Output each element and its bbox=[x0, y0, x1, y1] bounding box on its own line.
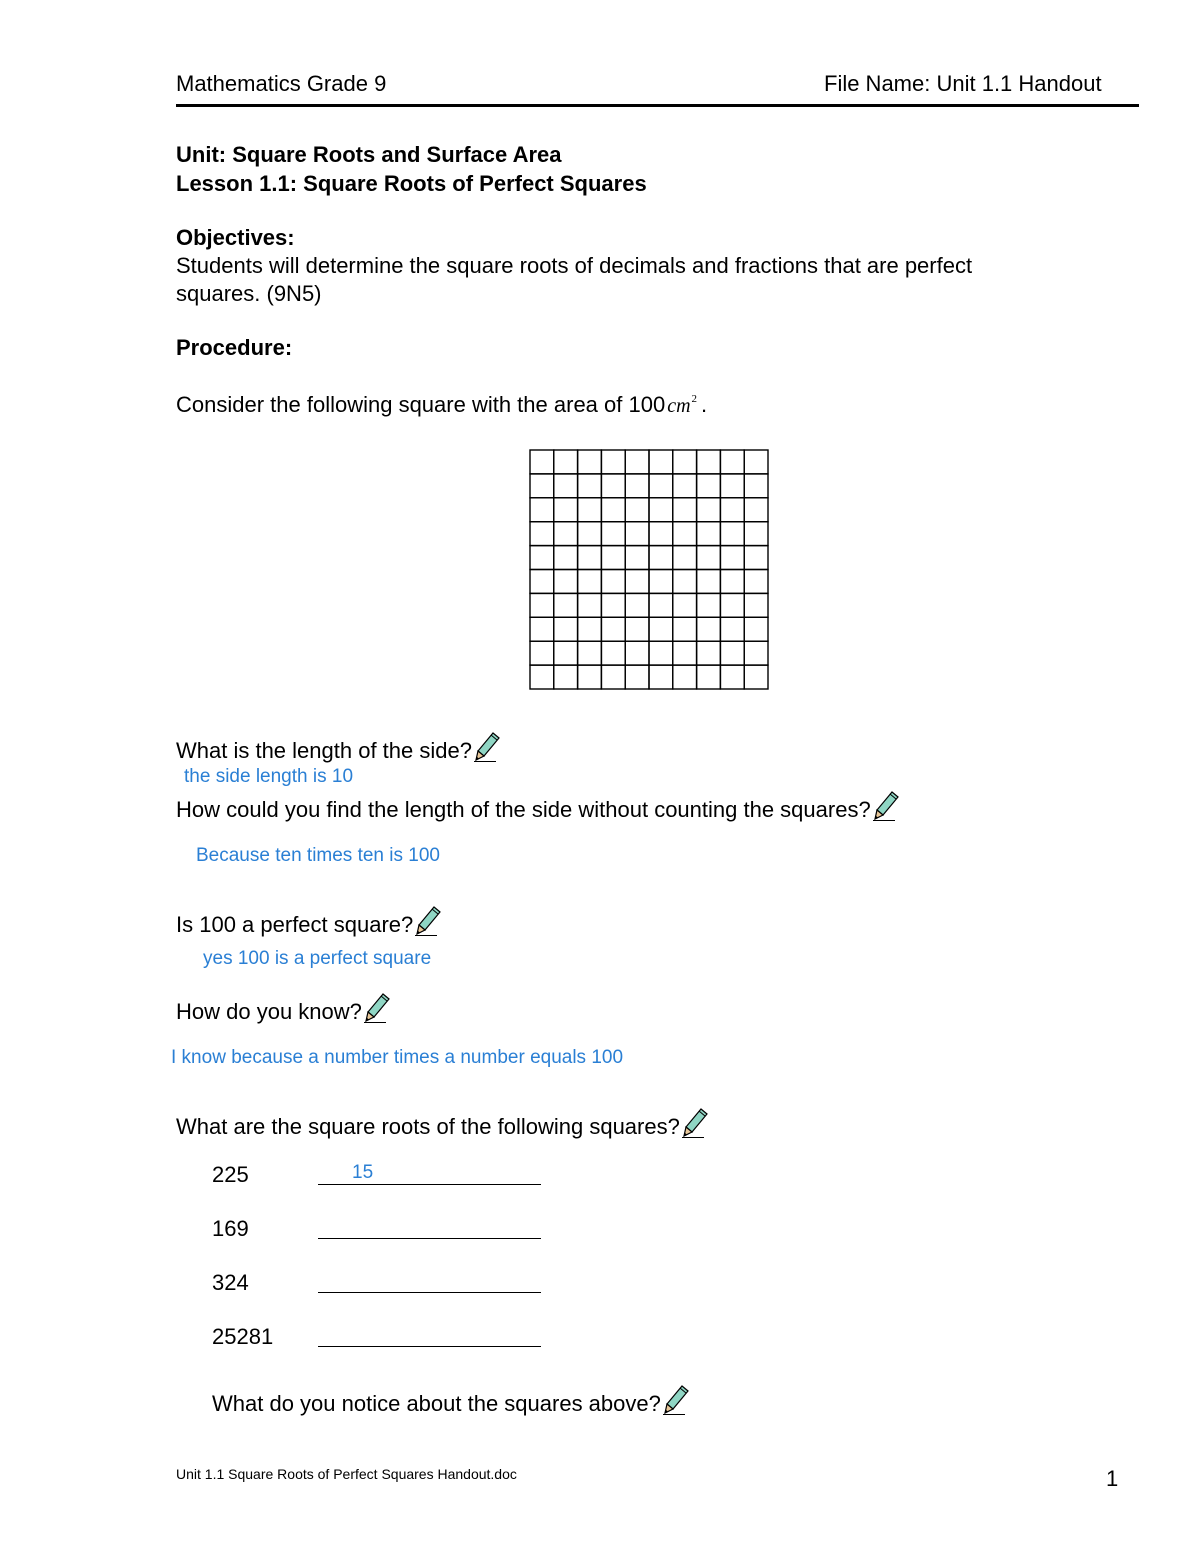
grid-cell bbox=[744, 617, 768, 641]
grid-cell bbox=[649, 617, 673, 641]
grid-cell bbox=[625, 546, 649, 570]
grid-cell bbox=[673, 522, 697, 546]
grid-cell bbox=[744, 450, 768, 474]
grid-cell bbox=[530, 570, 554, 594]
header-filename: File Name: Unit 1.1 Handout bbox=[824, 71, 1102, 96]
square-answer-1[interactable]: 15 bbox=[352, 1162, 374, 1183]
grid-cell bbox=[720, 474, 744, 498]
grid-cell bbox=[530, 593, 554, 617]
grid-cell bbox=[578, 498, 602, 522]
grid-cell bbox=[625, 570, 649, 594]
square-number-3: 324 bbox=[212, 1270, 249, 1295]
grid-cell bbox=[673, 617, 697, 641]
answer-blank-2[interactable] bbox=[318, 1238, 541, 1239]
grid-cell bbox=[697, 474, 721, 498]
grid-cell bbox=[625, 450, 649, 474]
answer-perfect-square: yes 100 is a perfect square bbox=[203, 948, 432, 969]
grid-cell bbox=[697, 450, 721, 474]
pencil-icon bbox=[474, 732, 500, 762]
grid-cell bbox=[554, 522, 578, 546]
grid-cell bbox=[601, 617, 625, 641]
unit-cm: cm bbox=[667, 395, 691, 417]
answer-how-know: I know because a number times a number equals 100 bbox=[171, 1047, 624, 1068]
grid-cell bbox=[625, 641, 649, 665]
grid-cell bbox=[744, 522, 768, 546]
grid-cell bbox=[601, 474, 625, 498]
grid-cell bbox=[697, 570, 721, 594]
grid-cell bbox=[554, 570, 578, 594]
grid-cell bbox=[554, 641, 578, 665]
pencil-icon bbox=[415, 906, 441, 936]
objectives-heading: Objectives: bbox=[176, 225, 295, 250]
grid-cell bbox=[720, 546, 744, 570]
answer-blank-4[interactable] bbox=[318, 1346, 541, 1347]
grid-cell bbox=[578, 450, 602, 474]
grid-cell bbox=[554, 617, 578, 641]
grid-cell bbox=[625, 474, 649, 498]
grid-cell bbox=[649, 593, 673, 617]
grid-cell bbox=[697, 593, 721, 617]
grid-cell bbox=[697, 641, 721, 665]
grid-cell bbox=[673, 593, 697, 617]
answer-blank-1[interactable] bbox=[318, 1184, 541, 1185]
question-text: How could you find the length of the side without counting the squares? bbox=[176, 797, 871, 822]
square-number-2: 169 bbox=[212, 1216, 249, 1241]
question-text: How do you know? bbox=[176, 999, 362, 1024]
answer-side-length: the side length is 10 bbox=[184, 766, 354, 787]
grid-cell bbox=[649, 570, 673, 594]
grid-cell bbox=[697, 665, 721, 689]
grid-cell bbox=[530, 665, 554, 689]
grid-cell bbox=[673, 570, 697, 594]
grid-cell bbox=[578, 593, 602, 617]
grid-cell bbox=[649, 665, 673, 689]
page-number: 1 bbox=[1106, 1466, 1119, 1491]
grid-cell bbox=[720, 498, 744, 522]
question-text: What do you notice about the squares above? bbox=[212, 1391, 661, 1416]
unit-exponent: 2 bbox=[691, 393, 698, 405]
question-notice bbox=[212, 1385, 689, 1417]
grid-cell bbox=[601, 450, 625, 474]
grid-cell bbox=[578, 617, 602, 641]
grid-cell bbox=[673, 498, 697, 522]
grid-cell bbox=[720, 665, 744, 689]
grid-cell bbox=[554, 474, 578, 498]
pencil-icon bbox=[682, 1108, 708, 1138]
question-text: What is the length of the side? bbox=[176, 738, 472, 763]
question-without-counting bbox=[176, 791, 899, 823]
grid-cell bbox=[673, 546, 697, 570]
intro-text: Consider the following square with the area of 100 bbox=[176, 392, 666, 417]
grid-cell bbox=[625, 617, 649, 641]
grid-cell bbox=[578, 474, 602, 498]
question-side-length bbox=[176, 732, 500, 764]
grid-cell bbox=[720, 570, 744, 594]
grid-cell bbox=[578, 522, 602, 546]
grid-cell bbox=[578, 570, 602, 594]
grid-cell bbox=[530, 617, 554, 641]
grid-cell bbox=[697, 522, 721, 546]
grid-cell bbox=[673, 665, 697, 689]
pencil-icon bbox=[364, 993, 390, 1023]
grid-cell bbox=[578, 546, 602, 570]
pencil-icon bbox=[663, 1385, 689, 1415]
grid-cell bbox=[744, 570, 768, 594]
header-rule bbox=[176, 104, 1139, 107]
grid-cell bbox=[720, 641, 744, 665]
unit-title: Unit: Square Roots and Surface Area bbox=[176, 142, 562, 167]
grid-cell bbox=[744, 474, 768, 498]
grid-cell bbox=[720, 450, 744, 474]
grid-cell bbox=[673, 641, 697, 665]
grid-cell bbox=[673, 450, 697, 474]
grid-cell bbox=[720, 522, 744, 546]
grid-cell bbox=[625, 498, 649, 522]
grid-cell bbox=[601, 570, 625, 594]
grid-cell bbox=[744, 641, 768, 665]
hundred-square-grid bbox=[529, 449, 769, 690]
lesson-title: Lesson 1.1: Square Roots of Perfect Squares bbox=[176, 171, 647, 196]
grid-cell bbox=[649, 498, 673, 522]
objectives-line-1: Students will determine the square roots of decimals and fractions that are perfect bbox=[176, 253, 973, 278]
grid-cell bbox=[744, 665, 768, 689]
procedure-heading: Procedure: bbox=[176, 335, 293, 360]
objectives-line-2: squares. (9N5) bbox=[176, 281, 322, 306]
grid-cell bbox=[601, 641, 625, 665]
grid-cell bbox=[578, 665, 602, 689]
answer-blank-3[interactable] bbox=[318, 1292, 541, 1293]
question-text: Is 100 a perfect square? bbox=[176, 912, 414, 937]
intro-period: . bbox=[701, 392, 708, 417]
grid-cell bbox=[530, 450, 554, 474]
grid-cell bbox=[530, 498, 554, 522]
grid-cell bbox=[530, 474, 554, 498]
grid-cell bbox=[601, 665, 625, 689]
grid-cell bbox=[601, 546, 625, 570]
header-subject: Mathematics Grade 9 bbox=[176, 71, 387, 96]
grid-cell bbox=[625, 665, 649, 689]
grid-cell bbox=[554, 450, 578, 474]
grid-cell bbox=[744, 593, 768, 617]
grid-cell bbox=[649, 474, 673, 498]
pencil-icon bbox=[873, 791, 899, 821]
grid-cell bbox=[649, 522, 673, 546]
grid-cell bbox=[649, 450, 673, 474]
grid-cell bbox=[578, 641, 602, 665]
grid-cell bbox=[697, 498, 721, 522]
square-number-1: 225 bbox=[212, 1162, 249, 1187]
grid-cell bbox=[530, 546, 554, 570]
grid-cell bbox=[697, 617, 721, 641]
grid-cell bbox=[649, 641, 673, 665]
grid-cell bbox=[554, 593, 578, 617]
grid-cell bbox=[720, 617, 744, 641]
grid-cell bbox=[649, 546, 673, 570]
grid-cell bbox=[554, 665, 578, 689]
grid-cell bbox=[625, 522, 649, 546]
question-text: What are the square roots of the following squares? bbox=[176, 1114, 680, 1139]
grid-cell bbox=[720, 593, 744, 617]
square-number-4: 25281 bbox=[212, 1324, 274, 1349]
grid-cell bbox=[625, 593, 649, 617]
question-square-roots bbox=[176, 1108, 708, 1140]
grid-cell bbox=[554, 546, 578, 570]
grid-cell bbox=[530, 522, 554, 546]
grid-cell bbox=[744, 546, 768, 570]
grid-cell bbox=[530, 641, 554, 665]
footer-filename: Unit 1.1 Square Roots of Perfect Squares Handout.doc bbox=[176, 1466, 517, 1482]
grid-cell bbox=[697, 546, 721, 570]
grid-cell bbox=[744, 498, 768, 522]
grid-cell bbox=[601, 593, 625, 617]
question-perfect-square bbox=[176, 906, 441, 938]
answer-without-counting: Because ten times ten is 100 bbox=[196, 845, 440, 866]
grid-cell bbox=[554, 498, 578, 522]
grid-cell bbox=[673, 474, 697, 498]
procedure-intro bbox=[176, 392, 707, 418]
question-how-know bbox=[176, 993, 390, 1025]
grid-cell bbox=[601, 498, 625, 522]
grid-cell bbox=[601, 522, 625, 546]
